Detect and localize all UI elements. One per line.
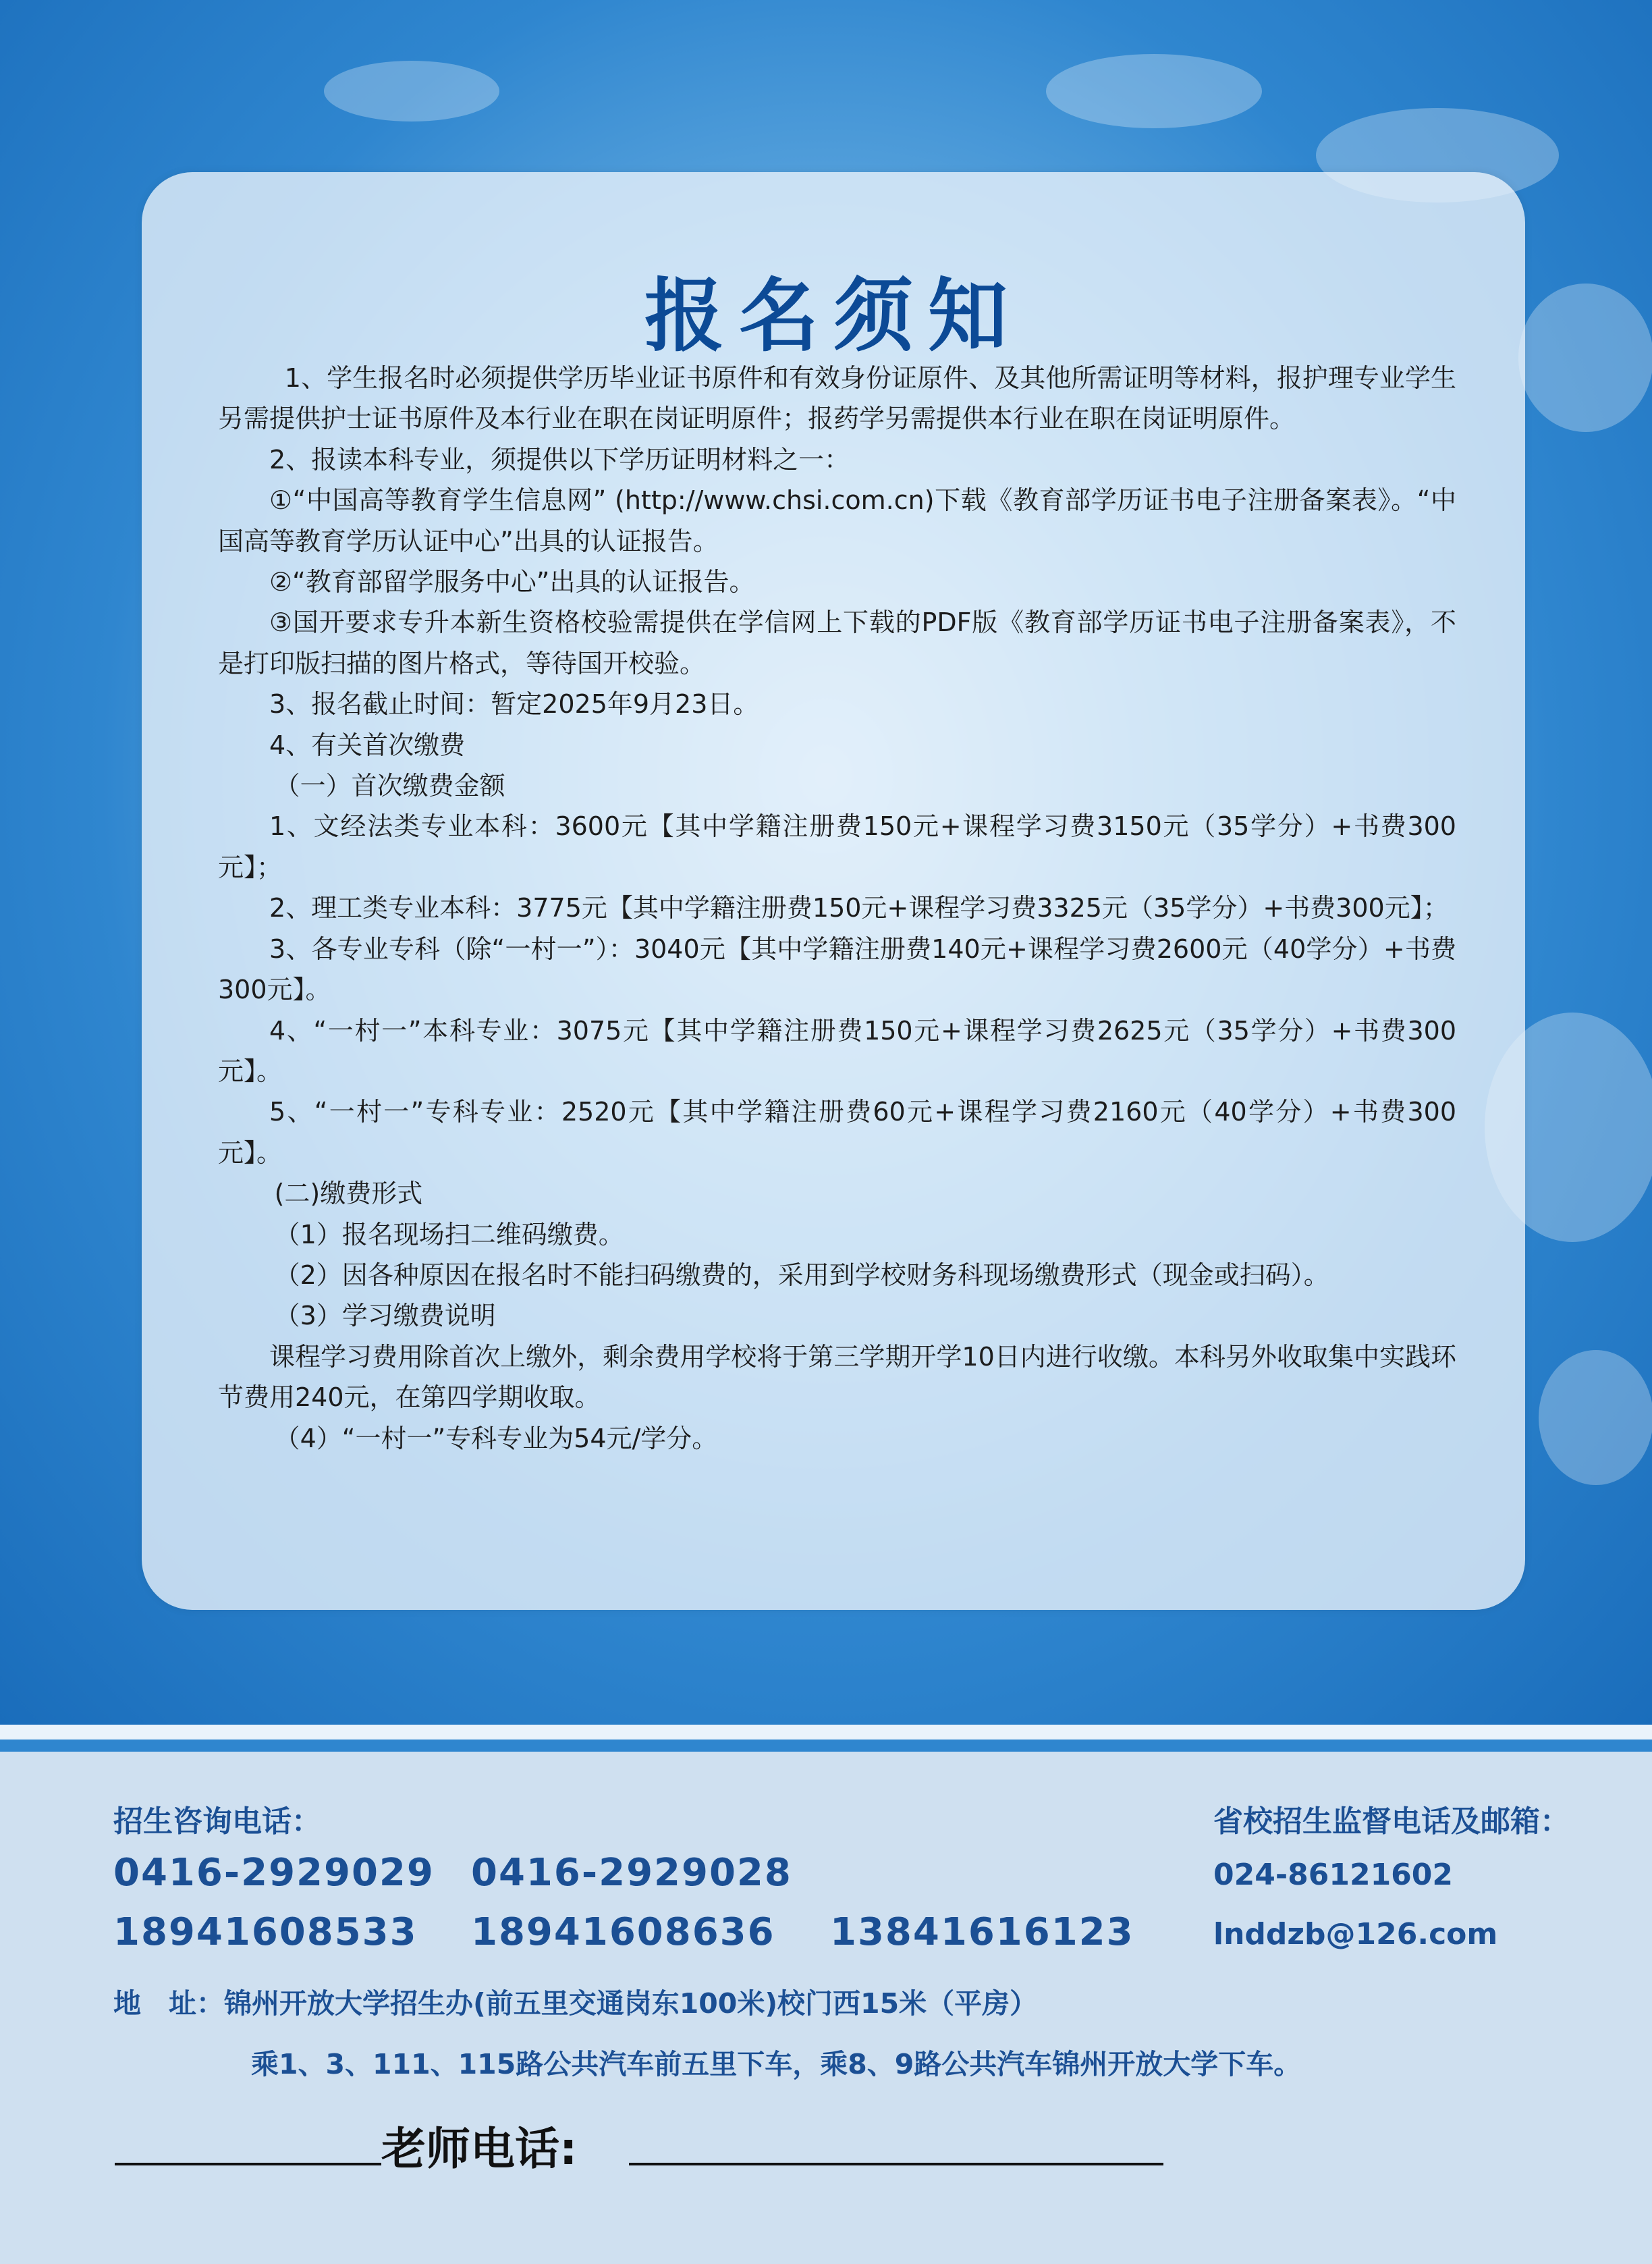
blank-line <box>629 2163 1163 2165</box>
phone-number: 18941608636 <box>471 1910 775 1954</box>
map-decoration <box>324 61 499 122</box>
paragraph: 课程学习费用除首次上缴外，剩余费用学校将于第三学期开学10日内进行收缴。本科另外收取集中实践环节费用240元，在第四学期收取。 <box>218 1341 1456 1413</box>
paragraph: ②“教育部留学服务中心”出具的认证报告。 <box>269 567 755 597</box>
paragraph: 5、“一村一”专科专业：2520元【其中学籍注册费60元+课程学习费2160元（40学分）+书费300元】。 <box>218 1097 1456 1168</box>
phone-number: 0416-2929028 <box>471 1851 792 1895</box>
blank-line <box>115 2163 381 2165</box>
paragraph: 4、有关首次缴费 <box>269 730 466 760</box>
supervision-email: lnddzb@126.com <box>1213 1917 1498 1951</box>
map-decoration <box>1539 1350 1652 1485</box>
paragraph: ①“中国高等教育学生信息网” (http://www.chsi.com.cn)下载《教育部学历证书电子注册备案表》。“中国高等教育学历认证中心”出具的认证报告。 <box>218 485 1456 556</box>
phone-number: 13841616123 <box>830 1910 1134 1954</box>
paragraph: （4）“一村一”专科专业为54元/学分。 <box>274 1423 718 1453</box>
paragraph: ③国开要求专升本新生资格校验需提供在学信网上下载的PDF版《教育部学历证书电子注册备案表》，不是打印版扫描的图片格式，等待国开校验。 <box>218 608 1456 678</box>
notice-panel <box>142 172 1525 1610</box>
supervision-phone: 024-86121602 <box>1213 1858 1454 1892</box>
hotline-label: 招生咨询电话： <box>113 1804 321 1839</box>
paragraph: 1、文经法类专业本科：3600元【其中学籍注册费150元+课程学习费3150元（35学分）+书费300元】； <box>218 811 1456 882</box>
paragraph: （2）因各种原因在报名时不能扫码缴费的，采用到学校财务科现场缴费形式（现金或扫码）。 <box>274 1260 1329 1290</box>
address-line <box>113 1981 1037 2021</box>
paragraph: （1）报名现场扫二维码缴费。 <box>274 1219 624 1249</box>
paragraph: 2、报读本科专业，须提供以下学历证明材料之一： <box>269 444 850 475</box>
paragraph: 1、学生报名时必须提供学历毕业证书原件和有效身份证原件、及其他所需证明等材料，报护理专业学生另需提供护士证书原件及本行业在职在岗证明原件；报药学另需提供本行业在职在岗证明原件。 <box>218 363 1456 434</box>
map-decoration <box>1046 54 1262 128</box>
phone-number: 18941608533 <box>113 1910 418 1954</box>
phone-number: 0416-2929029 <box>113 1851 435 1895</box>
map-decoration <box>1518 284 1652 432</box>
paragraph: （一）首次缴费金额 <box>274 771 505 801</box>
supervision-label: 省校招生监督电话及邮箱： <box>1213 1804 1570 1839</box>
paragraph: 3、报名截止时间：暂定2025年9月23日。 <box>269 689 759 720</box>
notice-title: 报名须知 <box>644 269 1022 362</box>
paragraph: 2、理工类专业本科：3775元【其中学籍注册费150元+课程学习费3325元（35学分）+书费300元】； <box>269 893 1449 923</box>
address-label: 地 址： <box>113 1987 224 2020</box>
divider <box>0 1725 1652 1740</box>
paragraph: (二)缴费形式 <box>274 1179 423 1209</box>
notice-body <box>218 358 1456 1459</box>
teacher-phone-label: 老师电话: <box>381 2123 578 2175</box>
address-text: 锦州开放大学招生办(前五里交通岗东100米)校门西15米（平房） <box>224 1987 1038 2020</box>
paragraph: （3）学习缴费说明 <box>274 1301 496 1331</box>
paragraph: 3、各专业专科（除“一村一”）：3040元【其中学籍注册费140元+课程学习费2600元（40学分）+书费300元】。 <box>218 934 1456 1005</box>
paragraph: 4、“一村一”本科专业：3075元【其中学籍注册费150元+课程学习费2625元（35学分）+书费300元】。 <box>218 1015 1456 1086</box>
divider <box>0 1740 1652 1752</box>
bus-route: 乘1、3、111、115路公共汽车前五里下车，乘8、9路公共汽车锦州开放大学下车。 <box>251 2048 1302 2080</box>
